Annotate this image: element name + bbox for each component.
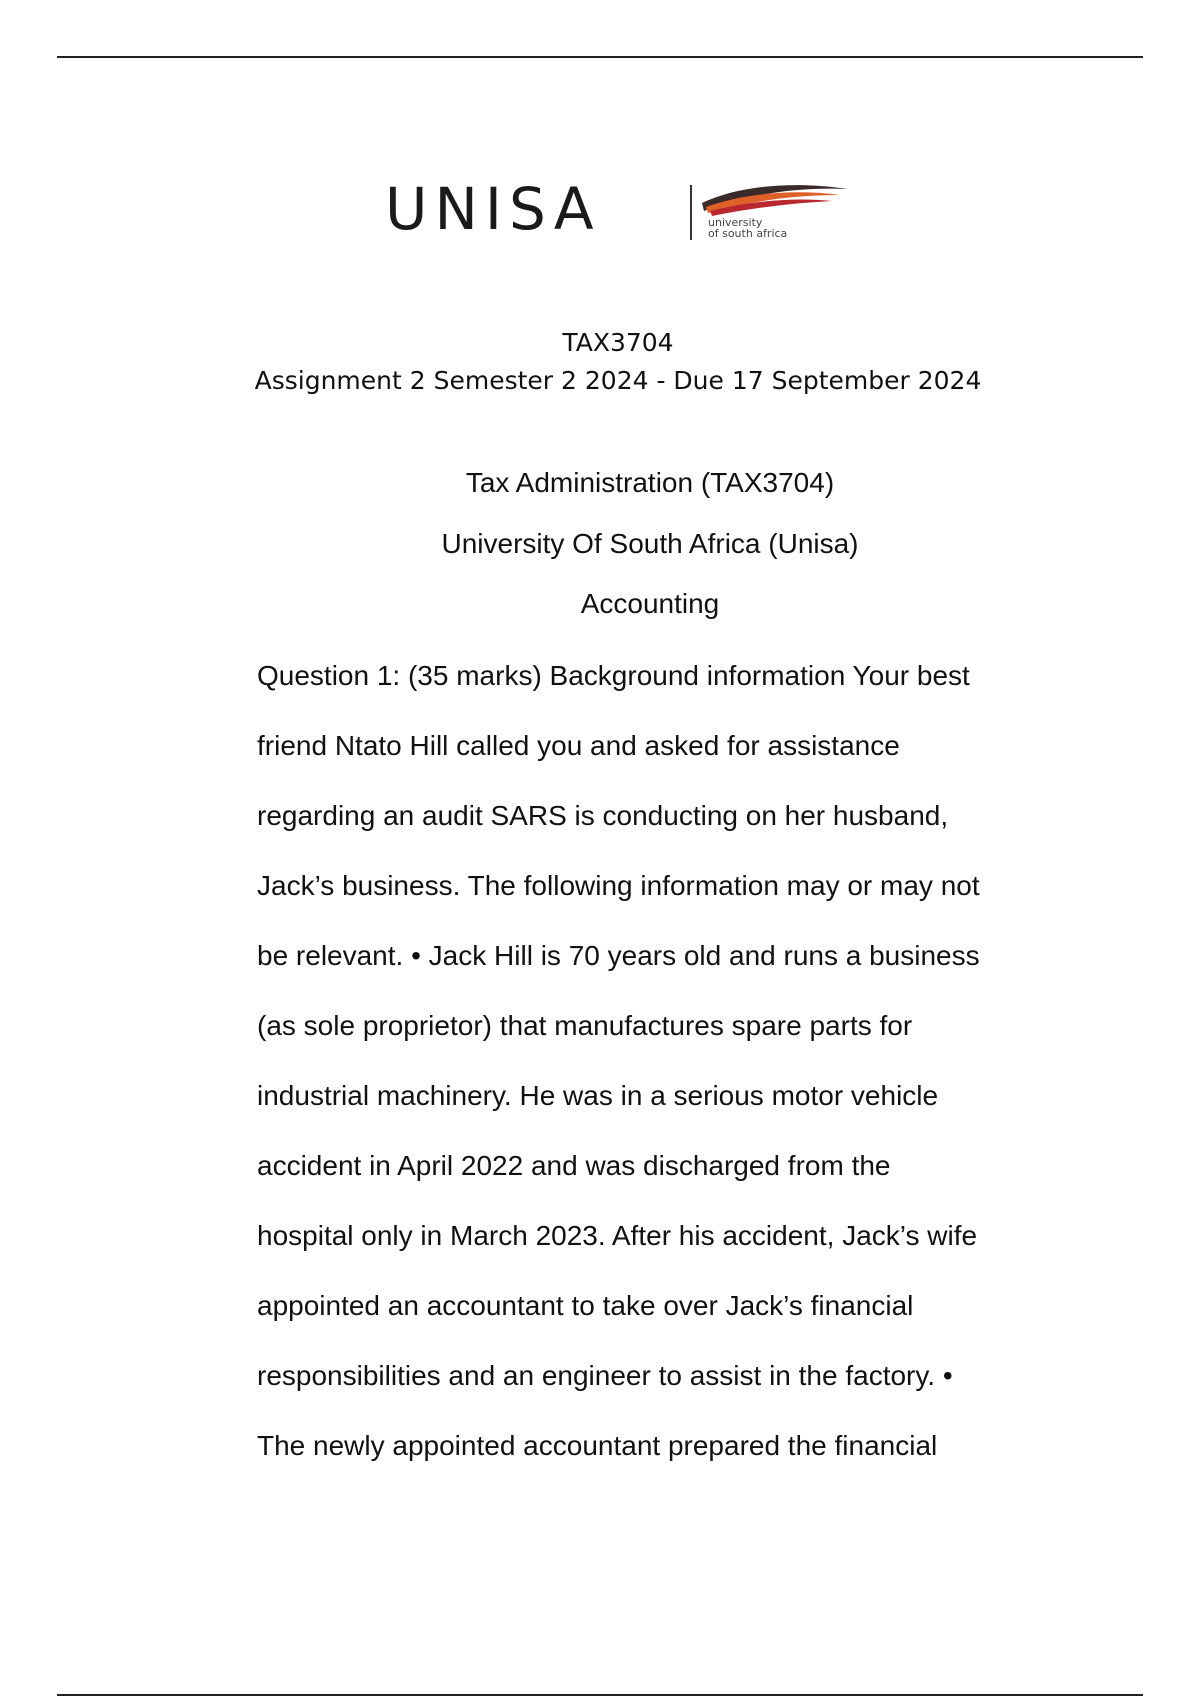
body-line: (as sole proprietor) that manufactures spare parts for xyxy=(257,1010,913,1041)
body-line: Jack’s business. The following information may or may not xyxy=(257,870,980,901)
body-line: hospital only in March 2023. After his accident, Jack’s wife xyxy=(257,1220,978,1251)
logo-divider xyxy=(690,185,692,240)
field-name: Accounting xyxy=(580,588,720,619)
logo-tagline xyxy=(708,217,848,239)
body-line: The newly appointed accountant prepared the financial xyxy=(257,1430,938,1461)
body-line: be relevant. • Jack Hill is 70 years old and runs a business xyxy=(257,940,980,971)
top-divider xyxy=(57,56,1143,58)
course-code: TAX3704 xyxy=(562,328,674,357)
subject-title: Tax Administration (TAX3704) xyxy=(465,467,835,498)
logo-swoosh-icon xyxy=(700,181,850,221)
unisa-logo xyxy=(380,135,860,285)
body-line: industrial machinery. He was in a serious motor vehicle xyxy=(257,1080,939,1111)
body-line: responsibilities and an engineer to assist in the factory. • xyxy=(257,1360,953,1391)
question-body xyxy=(257,641,1057,1481)
body-line: accident in April 2022 and was discharged from the xyxy=(257,1150,891,1181)
body-line: friend Ntato Hill called you and asked for assistance xyxy=(257,730,900,761)
university-name: University Of South Africa (Unisa) xyxy=(441,528,859,559)
body-line: regarding an audit SARS is conducting on her husband, xyxy=(257,800,949,831)
body-line: Question 1: (35 marks) Background information Your best xyxy=(257,660,970,691)
logo-wordmark: UNISA xyxy=(385,175,601,243)
bottom-divider xyxy=(57,1694,1143,1696)
logo-tagline-line-1: university xyxy=(708,216,763,229)
logo-tagline-line-2: of south africa xyxy=(708,227,788,240)
assignment-title: Assignment 2 Semester 2 2024 - Due 17 September 2024 xyxy=(254,366,982,395)
body-line: appointed an accountant to take over Jack’s financial xyxy=(257,1290,914,1321)
